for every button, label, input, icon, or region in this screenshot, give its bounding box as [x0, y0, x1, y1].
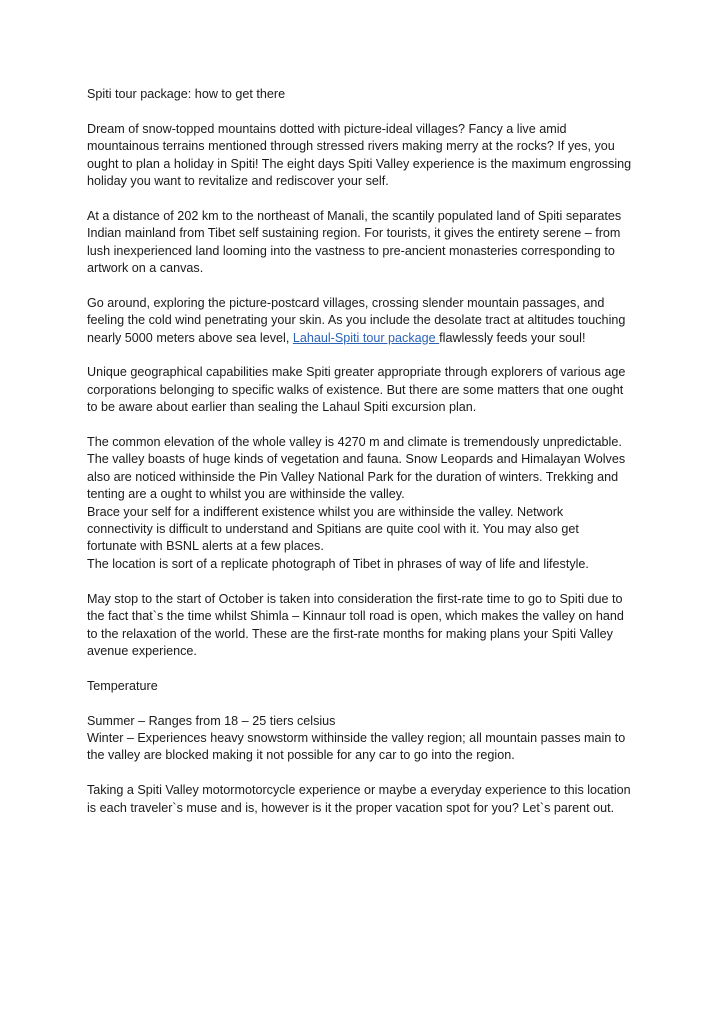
elevation-paragraph: The common elevation of the whole valley is 4270 m and climate is tremendously unpredictable.: [87, 435, 622, 450]
paragraph-spacer: [87, 695, 632, 712]
explore-text-before: Go around, exploring the picture-postcard villages, crossing slender mountain passages, and feeling the cold wind penetrating your skin. As you include the desolate tract at altitudes touching nearly 5000 meters above sea level,: [87, 295, 626, 345]
location-paragraph: At a distance of 202 km to the northeast of Manali, the scantily populated land of Spiti separates Indian mainland from Tibet self sustaining region. For tourists, it gives the entirety serene – from lush inexperienced land looming into the vastness to pre-ancient monasteries corresponding to artwork on a canvas.: [87, 208, 622, 276]
closing-paragraph: Taking a Spiti Valley motormotorcycle experience or maybe a everyday experience to this location is each traveler`s muse and is, however is it the proper vacation spot for you? Let`s parent out.: [87, 783, 631, 815]
paragraph-spacer: [87, 347, 632, 364]
document-page: [87, 86, 632, 817]
paragraph-spacer: [87, 765, 632, 782]
summer-paragraph: Summer – Ranges from 18 – 25 tiers celsius: [87, 713, 336, 728]
culture-paragraph: The location is sort of a replicate photograph of Tibet in phrases of way of life and lifestyle.: [87, 556, 589, 571]
paragraph-spacer: [87, 277, 632, 294]
document-title: Spiti tour package: how to get there: [87, 87, 286, 101]
best-time-paragraph: May stop to the start of October is taken into consideration the first-rate time to go to Spiti due to the fact that`s the time whilst Shimla – Kinnaur toll road is open, which makes the valley on hand to the relaxation of the world. These are the first-rate months for making plans your Spiti Valley avenue experience.: [87, 591, 624, 658]
paragraph-spacer: [87, 660, 632, 677]
explore-paragraph: [87, 295, 632, 347]
winter-paragraph: Winter – Experiences heavy snowstorm withinside the valley region; all mountain passes main to the valley are blocked making it not possible for any car to go into the region.: [87, 730, 626, 763]
intro-paragraph: Dream of snow-topped mountains dotted with picture-ideal villages? Fancy a live amid mountainous terrains mentioned through stressed rivers making merry at the rocks? If yes, you ought to plan a holiday in Spiti! The eight days Spiti Valley experience is the maximum engrossing holiday you want to revitalize and rediscover your self.: [87, 121, 632, 189]
temperature-heading: Temperature: [87, 678, 158, 693]
paragraph-spacer: [87, 573, 632, 590]
explore-text-after: flawlessly feeds your soul!: [439, 330, 586, 345]
paragraph-spacer: [87, 190, 632, 207]
paragraph-spacer: [87, 103, 632, 120]
paragraph-spacer: [87, 417, 632, 434]
tour-package-link[interactable]: Lahaul-Spiti tour package: [292, 330, 440, 345]
connectivity-paragraph: Brace your self for a indifferent existence whilst you are withinside the valley. Network connectivity is difficult to understand and Spitians are quite cool with it. You may also get fortunate with BSNL alerts at a few places.: [87, 504, 579, 554]
flora-fauna-paragraph: The valley boasts of huge kinds of vegetation and fauna. Snow Leopards and Himalayan Wolves also are noticed withinside the Pin Valley National Park for the duration of winters. Trekking and tenting are a ought to whilst you are withinside the valley.: [87, 452, 626, 502]
geography-paragraph: Unique geographical capabilities make Spiti greater appropriate through explorers of various age corporations belonging to specific walks of existence. But there are some matters that one ought to be aware about earlier than sealing the Lahaul Spiti excursion plan.: [87, 365, 626, 415]
